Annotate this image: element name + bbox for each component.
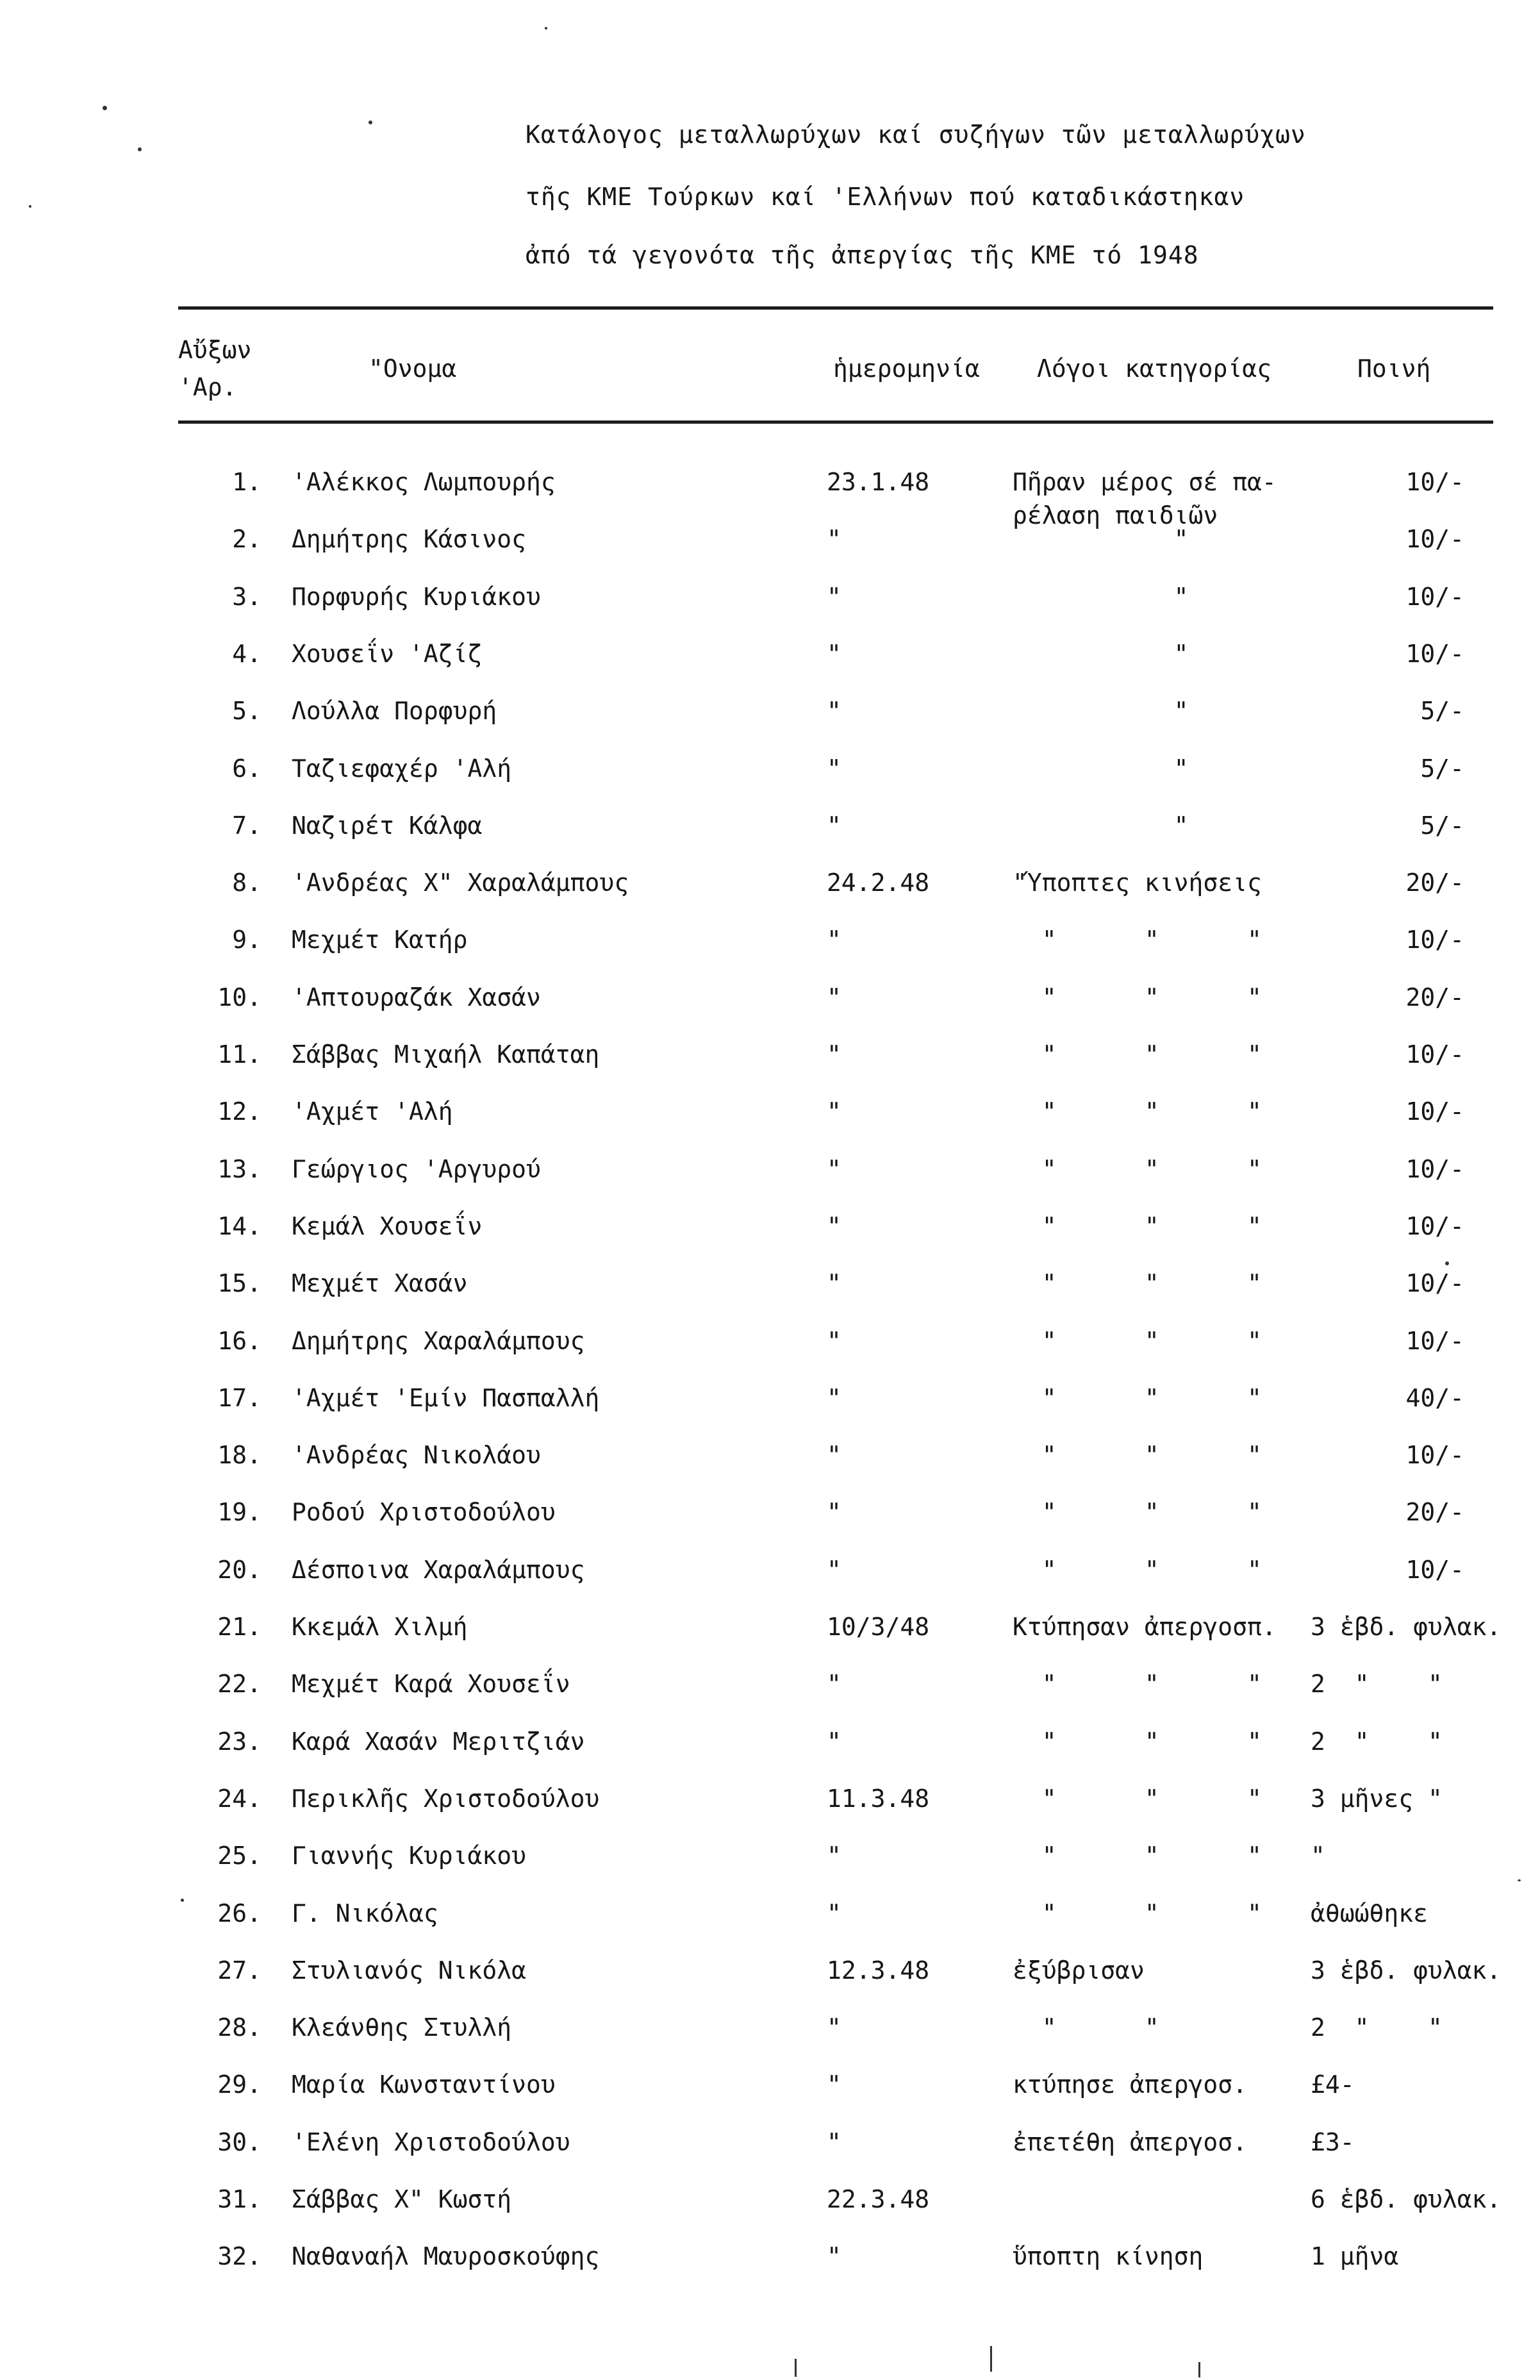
table-row: [0, 926, 1540, 977]
scan-speck: [103, 106, 107, 110]
row-number: 18.: [217, 1441, 261, 1470]
row-number: 20.: [217, 1555, 261, 1584]
row-date: ": [827, 1498, 841, 1527]
row-date: ": [827, 2127, 841, 2156]
row-penalty: ἀθωώθηκε: [1311, 1899, 1428, 1927]
row-number: 6.: [232, 754, 261, 783]
row-reason: " " ": [1013, 1498, 1262, 1527]
row-date: ": [827, 1154, 841, 1183]
row-reason: " " ": [1013, 1555, 1262, 1584]
row-reason: " " ": [1013, 1097, 1262, 1126]
row-penalty: 10/-: [1405, 1269, 1464, 1298]
table-row: [0, 1327, 1540, 1378]
row-name: 'Αλέκκος Λωμπουρής: [292, 468, 556, 496]
title-line-2: τῆς ΚΜΕ Τούρκων καί 'Ελλήνων πού καταδικάστηκαν: [526, 183, 1245, 211]
row-reason: ἐξύβρισαν: [1013, 1956, 1145, 1985]
row-name: Πορφυρής Κυριάκου: [292, 582, 541, 611]
table-row: [0, 2242, 1540, 2293]
row-penalty: 5/-: [1420, 697, 1464, 726]
row-date: 10/3/48: [827, 1613, 930, 1641]
row-number: 26.: [217, 1899, 261, 1927]
table-row: [0, 1498, 1540, 1549]
row-date: ": [827, 1842, 841, 1870]
row-name: Μεχμέτ Κατήρ: [292, 926, 468, 954]
row-name: Στυλιανός Νικόλα: [292, 1956, 527, 1985]
scan-speck: [29, 205, 31, 208]
row-reason: ": [1013, 697, 1189, 726]
row-penalty: 20/-: [1405, 1498, 1464, 1527]
row-number: 29.: [217, 2070, 261, 2099]
row-penalty: 3 ἑβδ. φυλακ.: [1311, 1956, 1502, 1985]
row-name: Μαρία Κωνσταντίνου: [292, 2070, 556, 2099]
row-number: 13.: [217, 1154, 261, 1183]
row-reason: " " ": [1013, 1727, 1262, 1756]
row-penalty: £3-: [1311, 2127, 1355, 2156]
row-date: ": [827, 639, 841, 668]
row-date: ": [827, 2242, 841, 2271]
table-row: [0, 1956, 1540, 2008]
row-number: 10.: [217, 983, 261, 1011]
row-reason: Πῆραν μέρος σέ πα-: [1013, 468, 1277, 496]
row-penalty: 3 μῆνες ": [1311, 1784, 1443, 1813]
table-row: [0, 1613, 1540, 1664]
row-reason: " " ": [1013, 1154, 1262, 1183]
scan-speck: [368, 121, 372, 124]
row-reason: κτύπησε ἀπεργοσ.: [1013, 2070, 1248, 2099]
row-number: 30.: [217, 2127, 261, 2156]
row-penalty: ": [1311, 1842, 1325, 1870]
row-reason: " " ": [1013, 1670, 1262, 1699]
row-date: ": [827, 1670, 841, 1699]
table-row: [0, 640, 1540, 691]
row-name: 'Ανδρέας Χ" Χαραλάμπους: [292, 869, 629, 897]
row-reason: " ": [1013, 2013, 1159, 2042]
row-name: Καρά Χασάν Μεριτζιάν: [292, 1727, 585, 1756]
row-date: ": [827, 2070, 841, 2099]
row-date: ": [827, 1727, 841, 1756]
row-penalty: £4-: [1311, 2070, 1355, 2099]
row-name: Κκεμάλ Χιλμή: [292, 1613, 468, 1641]
row-date: ": [827, 582, 841, 611]
row-penalty: 5/-: [1420, 754, 1464, 783]
row-number: 22.: [217, 1670, 261, 1699]
header-reason: Λόγοι κατηγορίας: [1037, 354, 1272, 383]
row-penalty: 40/-: [1405, 1383, 1464, 1412]
row-name: Ναθαναήλ Μαυροσκούφης: [292, 2242, 600, 2271]
row-reason: " " ": [1013, 1269, 1262, 1298]
table-row: [0, 1212, 1540, 1263]
row-penalty: 2 " ": [1311, 1670, 1443, 1699]
row-number: 15.: [217, 1269, 261, 1298]
scan-speck: [1518, 1879, 1521, 1881]
row-penalty: 20/-: [1405, 983, 1464, 1011]
row-penalty: 6 ἑβδ. φυλακ.: [1311, 2185, 1502, 2213]
row-penalty: 10/-: [1405, 1097, 1464, 1126]
row-number: 24.: [217, 1784, 261, 1813]
row-date: ": [827, 1383, 841, 1412]
row-date: ": [827, 983, 841, 1011]
row-number: 2.: [232, 525, 261, 554]
row-name: 'Αχμέτ 'Εμίν Πασπαλλή: [292, 1383, 600, 1412]
row-name: Ταζιεφαχέρ 'Αλή: [292, 754, 512, 783]
row-name: Δημήτρης Χαραλάμπους: [292, 1326, 585, 1355]
row-date: 22.3.48: [827, 2185, 930, 2213]
header-name: "Ονομα: [368, 354, 457, 383]
row-number: 9.: [232, 926, 261, 954]
table-row: [0, 811, 1540, 863]
table-row: [0, 754, 1540, 806]
row-reason: ": [1013, 811, 1189, 840]
row-name: 'Απτουραζάκ Χασάν: [292, 983, 541, 1011]
table-row: [0, 697, 1540, 748]
row-date: ": [827, 754, 841, 783]
row-date: ": [827, 1269, 841, 1298]
row-number: 8.: [232, 869, 261, 897]
row-penalty: 10/-: [1405, 926, 1464, 954]
row-number: 19.: [217, 1498, 261, 1527]
row-penalty: 10/-: [1405, 1154, 1464, 1183]
row-name: 'Ελένη Χριστοδούλου: [292, 2127, 570, 2156]
row-reason: " " ": [1013, 1842, 1262, 1870]
row-date: ": [827, 1097, 841, 1126]
row-name: Γ. Νικόλας: [292, 1899, 438, 1927]
header-date: ἡμερομηνία: [833, 354, 980, 383]
row-name: Ροδού Χριστοδούλου: [292, 1498, 556, 1527]
row-reason: " " ": [1013, 1326, 1262, 1355]
row-penalty: 10/-: [1405, 1211, 1464, 1240]
row-date: ": [827, 697, 841, 726]
row-penalty: 2 " ": [1311, 2013, 1443, 2042]
row-name: 'Αχμέτ 'Αλή: [292, 1097, 453, 1126]
table-row: [0, 1899, 1540, 1951]
row-reason: " " ": [1013, 1784, 1262, 1813]
row-reason: ἐπετέθη ἀπεργοσ.: [1013, 2127, 1248, 2156]
scan-speck: [1198, 2362, 1200, 2377]
row-penalty: 2 " ": [1311, 1727, 1443, 1756]
row-date: 23.1.48: [827, 468, 930, 496]
row-penalty: 10/-: [1405, 582, 1464, 611]
row-number: 11.: [217, 1040, 261, 1069]
row-name: Κεμάλ Χουσεΐν: [292, 1211, 483, 1240]
row-name: Σάββας Μιχαήλ Καπάταη: [292, 1040, 600, 1069]
row-number: 32.: [217, 2242, 261, 2271]
row-penalty: 1 μῆνα: [1311, 2242, 1399, 2271]
row-name: Γιαννής Κυριάκου: [292, 1842, 527, 1870]
row-number: 27.: [217, 1956, 261, 1985]
table-row: [0, 583, 1540, 634]
row-number: 31.: [217, 2185, 261, 2213]
row-date: 24.2.48: [827, 869, 930, 897]
row-penalty: 10/-: [1405, 1555, 1464, 1584]
row-number: 23.: [217, 1727, 261, 1756]
row-penalty: 10/-: [1405, 468, 1464, 496]
row-name: Περικλῆς Χριστοδούλου: [292, 1784, 600, 1813]
row-penalty: 10/-: [1405, 525, 1464, 554]
row-reason: ": [1013, 582, 1189, 611]
table-row: [0, 1155, 1540, 1206]
row-penalty: 5/-: [1420, 811, 1464, 840]
row-number: 4.: [232, 639, 261, 668]
row-name: Γεώργιος 'Αργυρού: [292, 1154, 541, 1183]
table-row: [0, 525, 1540, 576]
table-row: [0, 2128, 1540, 2179]
row-date: ": [827, 1899, 841, 1927]
row-number: 14.: [217, 1211, 261, 1240]
row-reason: ": [1013, 525, 1189, 554]
row-number: 21.: [217, 1613, 261, 1641]
scan-speck: [795, 2359, 797, 2377]
row-penalty: 3 ἑβδ. φυλακ.: [1311, 1613, 1502, 1641]
row-date: ": [827, 811, 841, 840]
table-row: [0, 983, 1540, 1035]
row-reason: " " ": [1013, 1899, 1262, 1927]
table-row: [0, 1384, 1540, 1435]
row-penalty: 20/-: [1405, 869, 1464, 897]
row-reason: " " ": [1013, 1040, 1262, 1069]
row-number: 5.: [232, 697, 261, 726]
header-penalty: Ποινή: [1357, 354, 1431, 383]
row-number: 7.: [232, 811, 261, 840]
row-name: Μεχμέτ Χασάν: [292, 1269, 468, 1298]
header-serial-number-line1: Αὔξων: [178, 336, 252, 364]
row-date: 12.3.48: [827, 1956, 930, 1985]
row-number: 16.: [217, 1326, 261, 1355]
row-date: ": [827, 926, 841, 954]
row-number: 28.: [217, 2013, 261, 2042]
row-reason: ὕποπτη κίνηση: [1013, 2242, 1204, 2271]
row-reason: ": [1013, 754, 1189, 783]
row-name: Λούλλα Πορφυρή: [292, 697, 497, 726]
row-penalty: 10/-: [1405, 639, 1464, 668]
row-reason: " " ": [1013, 1383, 1262, 1412]
row-reason: ": [1013, 639, 1189, 668]
scan-speck: [181, 1899, 184, 1902]
row-date: ": [827, 1555, 841, 1584]
row-penalty: 10/-: [1405, 1040, 1464, 1069]
title-line-3: ἀπό τά γεγονότα τῆς ἀπεργίας τῆς ΚΜΕ τό 1948: [526, 241, 1199, 269]
table-row: [0, 2070, 1540, 2122]
table-row: [0, 468, 1540, 529]
table-row: [0, 1785, 1540, 1836]
table-row: [0, 2185, 1540, 2236]
table-row: [0, 1097, 1540, 1149]
row-number: 25.: [217, 1842, 261, 1870]
row-date: 11.3.48: [827, 1784, 930, 1813]
row-penalty: 10/-: [1405, 1326, 1464, 1355]
table-row: [0, 869, 1540, 920]
row-number: 17.: [217, 1383, 261, 1412]
row-reason: " " ": [1013, 983, 1262, 1011]
table-row: [0, 2013, 1540, 2065]
header-serial-number-line2: 'Αρ.: [178, 373, 237, 401]
row-reason: " " ": [1013, 1211, 1262, 1240]
row-reason: Κτύπησαν ἀπεργοσπ.: [1013, 1613, 1277, 1641]
table-row: [0, 1269, 1540, 1320]
row-name: Δέσποινα Χαραλάμπους: [292, 1555, 585, 1584]
row-penalty: 10/-: [1405, 1441, 1464, 1470]
table-row: [0, 1441, 1540, 1492]
row-number: 3.: [232, 582, 261, 611]
row-date: ": [827, 1040, 841, 1069]
row-name: Σάββας Χ" Κωστή: [292, 2185, 512, 2213]
row-reason: "Ύποπτες κινήσεις: [1013, 869, 1262, 897]
row-date: ": [827, 1211, 841, 1240]
table-row: [0, 1842, 1540, 1893]
row-number: 1.: [232, 468, 261, 496]
title-line-1: Κατάλογος μεταλλωρύχων καί συζήγων τῶν μεταλλωρύχων: [526, 121, 1306, 149]
row-number: 12.: [217, 1097, 261, 1126]
scan-speck: [990, 2346, 992, 2372]
scan-speck: [1445, 1261, 1449, 1265]
row-date: ": [827, 525, 841, 554]
table-row: [0, 1556, 1540, 1607]
scan-speck: [545, 27, 547, 29]
row-reason-continuation: ρέλαση παιδιῶν: [1013, 501, 1218, 529]
row-name: 'Ανδρέας Νικολάου: [292, 1441, 541, 1470]
row-name: Ναζιρέτ Κάλφα: [292, 811, 483, 840]
row-reason: " " ": [1013, 1441, 1262, 1470]
table-row: [0, 1727, 1540, 1779]
row-name: Δημήτρης Κάσινος: [292, 525, 527, 554]
row-date: ": [827, 1441, 841, 1470]
row-reason: " " ": [1013, 926, 1262, 954]
row-name: Χουσεΐν 'Αζίζ: [292, 639, 483, 668]
row-name: Μεχμέτ Καρά Χουσεΐν: [292, 1670, 570, 1699]
table-row: [0, 1040, 1540, 1092]
row-date: ": [827, 1326, 841, 1355]
row-date: ": [827, 2013, 841, 2042]
table-row: [0, 1670, 1540, 1721]
row-name: Κλεάνθης Στυλλή: [292, 2013, 512, 2042]
scan-speck: [138, 147, 142, 151]
